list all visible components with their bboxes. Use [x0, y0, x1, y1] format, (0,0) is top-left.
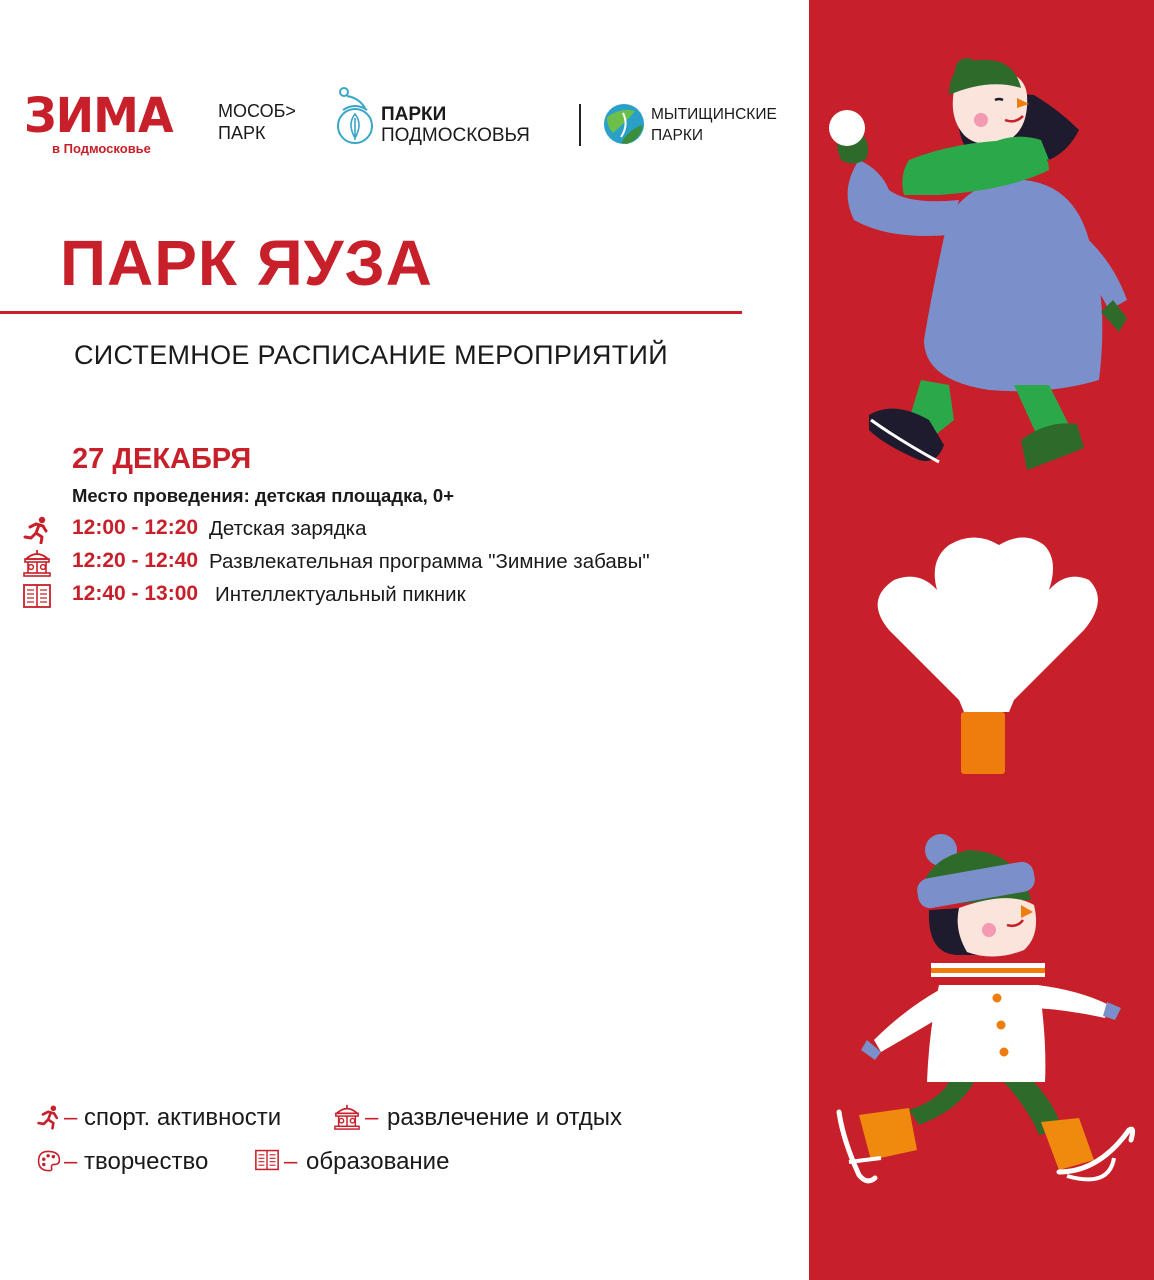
legend-dash: – [64, 1148, 78, 1175]
book-icon [22, 582, 52, 610]
parki-line1: ПАРКИ [381, 104, 447, 125]
title-underline [0, 311, 742, 314]
skater-kid-illustration [839, 834, 1133, 1181]
legend-sport-label: спорт. активности [84, 1104, 282, 1131]
mosobpark-line1: МОСОБ> [218, 101, 296, 121]
event-name: Детская зарядка [209, 517, 367, 540]
zima-logo-word: ЗИМА [24, 86, 173, 144]
legend-education-label: образование [306, 1148, 450, 1175]
legend-entertainment-label: развлечение и отдых [387, 1104, 623, 1131]
event-name: Развлекательная программа "Зимние забавы" [209, 550, 650, 573]
legend-entertainment [333, 1104, 663, 1132]
mytishchi-globe-icon [603, 103, 645, 145]
page-title: ПАРК ЯУЗА [60, 227, 433, 299]
carousel-icon [22, 549, 52, 577]
mosobpark-logo [218, 100, 296, 144]
schedule-event [0, 547, 760, 577]
mosobpark-line2: ПАРК [218, 123, 266, 143]
legend-education [254, 1148, 494, 1176]
event-time: 12:40 - 13:00 [72, 582, 199, 605]
carousel-icon [333, 1104, 361, 1130]
book-icon [254, 1148, 280, 1172]
legend-dash: – [365, 1104, 379, 1131]
event-time: 12:00 - 12:20 [72, 516, 199, 539]
zima-logo-subtitle: в Подмосковье [52, 141, 151, 156]
palette-icon [36, 1148, 62, 1174]
sport-runner-icon [22, 516, 52, 544]
schedule-date: 27 ДЕКАБРЯ [72, 443, 252, 475]
decorative-side-panel [809, 0, 1154, 1280]
legend-creativity-label: творчество [84, 1148, 209, 1175]
legend-sport [36, 1104, 316, 1132]
snowy-tree-illustration [878, 538, 1098, 775]
parki-podmoskovya-logo [335, 86, 565, 148]
legend-dash: – [284, 1148, 298, 1175]
mytishchi-line1: МЫТИЩИНСКИЕ [651, 106, 777, 123]
leaf-bulb-icon [335, 86, 377, 148]
girl-snowball-illustration [829, 58, 1127, 470]
logo-divider [579, 104, 581, 146]
event-name: Интеллектуальный пикник [215, 583, 466, 606]
page-subtitle: СИСТЕМНОЕ РАСПИСАНИЕ МЕРОПРИЯТИЙ [74, 340, 668, 370]
mytishchi-line2: ПАРКИ [651, 127, 703, 144]
mytishchi-parki-logo [603, 100, 793, 150]
zima-logo [24, 86, 199, 162]
parki-line2: ПОДМОСКОВЬЯ [381, 125, 530, 146]
legend-creativity [36, 1148, 256, 1176]
schedule-event [0, 580, 760, 610]
sport-runner-icon [36, 1104, 62, 1130]
winter-illustration [809, 0, 1154, 1280]
schedule-venue: Место проведения: детская площадка, 0+ [72, 485, 455, 506]
event-time: 12:20 - 12:40 [72, 549, 199, 572]
legend-dash: – [64, 1104, 78, 1131]
schedule-event [0, 514, 760, 544]
